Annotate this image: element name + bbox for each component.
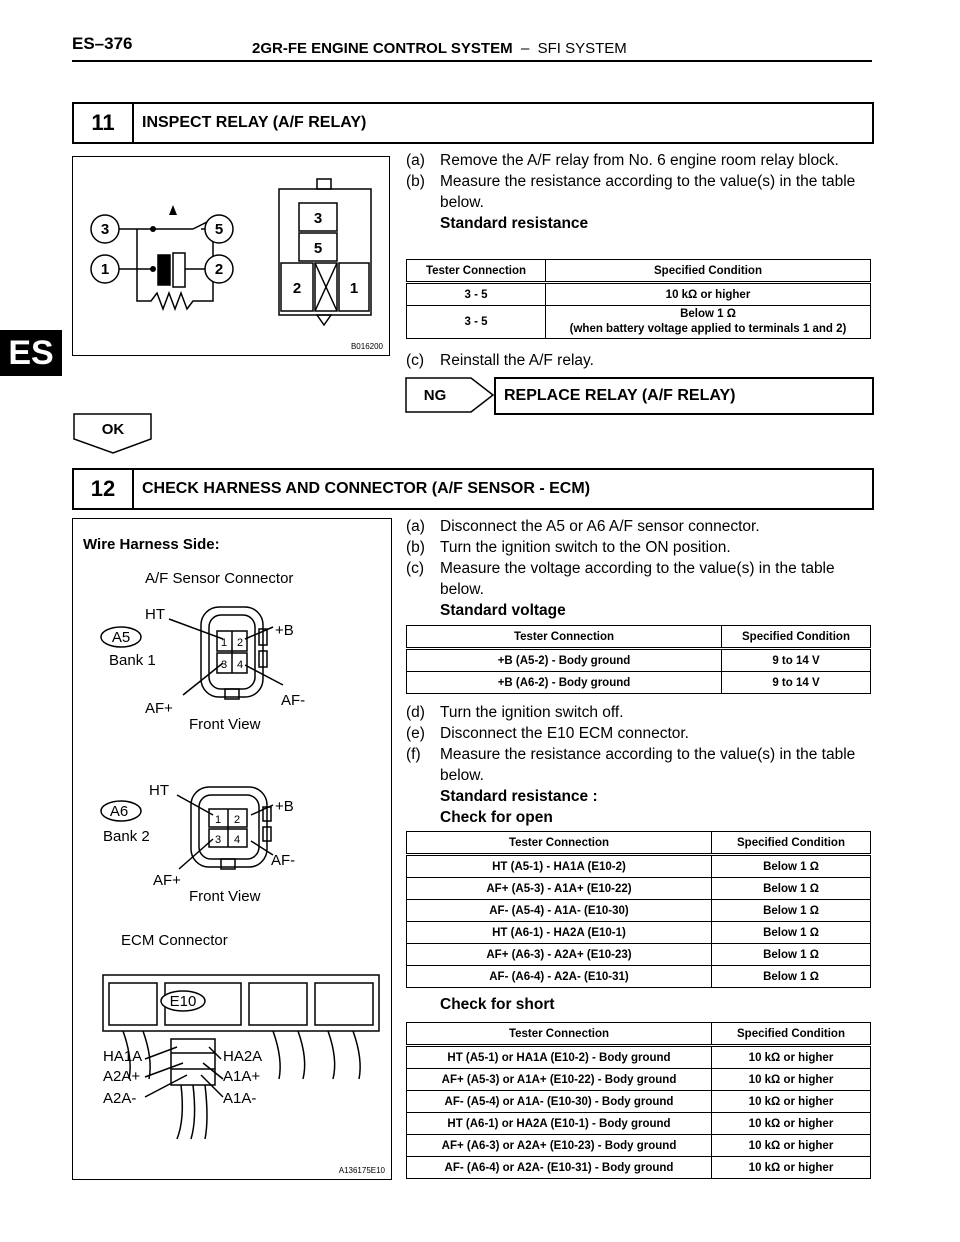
table-cell: AF- (A6-4) or A2A- (E10-31) - Body ground xyxy=(407,1157,712,1179)
header-tester-connection: Tester Connection xyxy=(407,260,546,283)
open-check-table xyxy=(406,831,871,988)
header-rule xyxy=(72,60,872,62)
harness-diagram xyxy=(73,519,391,1179)
table-cell: 10 kΩ or higher xyxy=(712,1113,871,1135)
table-cell: +B (A6-2) - Body ground xyxy=(407,672,722,694)
std-label-text: Standard resistance xyxy=(440,215,589,232)
table-row xyxy=(407,306,871,339)
table-cell: 9 to 14 V xyxy=(722,649,871,672)
connector-label-5: 5 xyxy=(313,240,323,257)
std-label-text: Standard resistance : xyxy=(440,788,598,805)
step-number: 11 xyxy=(74,104,134,142)
a5-pb-label: +B xyxy=(275,622,294,639)
table-cell: Below 1 Ω xyxy=(712,878,871,900)
figure-title: Wire Harness Side: xyxy=(83,536,220,553)
title-separator: – xyxy=(520,40,530,57)
instruction-c xyxy=(406,558,866,600)
std-label-text: Standard voltage xyxy=(440,602,566,619)
pin-label: 3 xyxy=(214,834,222,846)
table-cell: AF- (A5-4) or A1A- (E10-30) - Body ground xyxy=(407,1091,712,1113)
table-cell: 10 kΩ or higher xyxy=(712,1069,871,1091)
item-label: (b) xyxy=(406,539,425,556)
table-cell: 10 kΩ or higher xyxy=(712,1135,871,1157)
table-header-row xyxy=(407,260,871,283)
terminal-5-label: 5 xyxy=(214,221,224,238)
ecm-name: E10 xyxy=(169,993,197,1010)
table-cell: 3 - 5 xyxy=(407,283,546,306)
table-row xyxy=(407,1091,871,1113)
a6-view-label: Front View xyxy=(189,888,261,905)
section-tab: ES xyxy=(0,330,62,376)
item-label: (c) xyxy=(406,560,425,577)
header-tester-connection: Tester Connection xyxy=(407,832,712,855)
connector-label-1: 1 xyxy=(349,280,359,297)
table-cell: Below 1 Ω xyxy=(712,855,871,878)
table-row xyxy=(407,944,871,966)
item-label: (a) xyxy=(406,518,425,535)
a5-name: A5 xyxy=(111,629,131,646)
page-number: ES–376 xyxy=(72,34,133,53)
table-cell: HT (A5-1) or HA1A (E10-2) - Body ground xyxy=(407,1046,712,1069)
table-cell: 10 kΩ or higher xyxy=(546,283,871,306)
pin-label: 1 xyxy=(214,814,222,826)
item-text: Reinstall the A/F relay. xyxy=(440,352,594,369)
a5-afp-label: AF+ xyxy=(145,700,173,717)
a6-connector xyxy=(101,782,295,905)
sensor-connector-label: A/F Sensor Connector xyxy=(145,570,294,587)
table-cell: 10 kΩ or higher xyxy=(712,1091,871,1113)
table-row xyxy=(407,922,871,944)
table-cell: AF- (A6-4) - A2A- (E10-31) xyxy=(407,966,712,988)
pin-label: 1 xyxy=(220,637,228,649)
relay-diagram xyxy=(73,157,389,355)
table-cell: Below 1 Ω xyxy=(712,922,871,944)
standard-resistance-label xyxy=(406,786,866,807)
table-row xyxy=(407,1069,871,1091)
a6-name: A6 xyxy=(109,803,129,820)
ng-label: NG xyxy=(423,387,447,404)
instruction-d xyxy=(406,702,866,723)
relay-figure xyxy=(72,156,390,356)
pin-label: 2 xyxy=(236,637,244,649)
table-cell: Below 1 Ω xyxy=(712,966,871,988)
terminal-3-label: 3 xyxy=(100,221,110,238)
ng-result-box: REPLACE RELAY (A/F RELAY) xyxy=(494,377,874,415)
a5-afm-label: AF- xyxy=(281,692,306,709)
instruction-a xyxy=(406,150,866,171)
connector-label-2: 2 xyxy=(292,280,302,297)
instruction-a xyxy=(406,516,866,537)
instruction-b xyxy=(406,537,866,558)
step-11-header xyxy=(72,102,874,144)
a6-afm-label: AF- xyxy=(271,852,296,869)
pin-label: 3 xyxy=(220,659,228,671)
a5-view-label: Front View xyxy=(189,716,261,733)
a6-pb-label: +B xyxy=(275,798,294,815)
header-specified-condition: Specified Condition xyxy=(712,832,871,855)
cell-line: Below 1 Ω xyxy=(680,308,736,320)
a6-bank: Bank 2 xyxy=(103,828,150,845)
header-tester-connection: Tester Connection xyxy=(407,1023,712,1046)
table-cell: Below 1 Ω xyxy=(712,900,871,922)
item-text: Measure the resistance according to the value(s) in the table below. xyxy=(440,173,856,211)
ecm-connector-label: ECM Connector xyxy=(121,932,228,949)
table-row xyxy=(407,283,871,306)
a6-afp-label: AF+ xyxy=(153,872,181,889)
header-specified-condition: Specified Condition xyxy=(712,1023,871,1046)
table-cell: AF+ (A5-3) - A1A+ (E10-22) xyxy=(407,878,712,900)
a5-bank: Bank 1 xyxy=(109,652,156,669)
table-cell: HT (A5-1) - HA1A (E10-2) xyxy=(407,855,712,878)
table-header-row xyxy=(407,626,871,649)
table-row xyxy=(407,1113,871,1135)
step-12-instructions-2 xyxy=(406,702,866,828)
table-row xyxy=(407,672,871,694)
step-11-instructions xyxy=(406,150,866,234)
pin-label: 2 xyxy=(233,814,241,826)
table-row xyxy=(407,855,871,878)
relay-connector xyxy=(279,179,371,325)
table-cell: 10 kΩ or higher xyxy=(712,1157,871,1179)
connector-label-3: 3 xyxy=(313,210,323,227)
step-title: INSPECT RELAY (A/F RELAY) xyxy=(142,114,367,131)
item-text: Measure the resistance according to the value(s) in the table below. xyxy=(440,746,856,784)
subsystem-name: SFI SYSTEM xyxy=(537,40,627,57)
pin-ha1a-label: HA1A xyxy=(103,1048,143,1065)
system-name: 2GR-FE ENGINE CONTROL SYSTEM xyxy=(252,40,513,57)
table-cell xyxy=(546,306,871,339)
item-text: Turn the ignition switch to the ON position. xyxy=(440,539,731,556)
table-header-row xyxy=(407,1023,871,1046)
table-cell: AF+ (A6-3) or A2A+ (E10-23) - Body ground xyxy=(407,1135,712,1157)
ok-label: OK xyxy=(101,421,125,438)
table-cell: 10 kΩ or higher xyxy=(712,1046,871,1069)
item-label: (f) xyxy=(406,746,421,763)
table-cell: AF+ (A5-3) or A1A+ (E10-22) - Body ground xyxy=(407,1069,712,1091)
check-short-label xyxy=(406,994,555,1015)
instruction-f xyxy=(406,744,866,786)
table-cell: Below 1 Ω xyxy=(712,944,871,966)
table-cell: +B (A5-2) - Body ground xyxy=(407,649,722,672)
check-short-text: Check for short xyxy=(440,996,555,1013)
harness-figure xyxy=(72,518,392,1180)
terminal-2-label: 2 xyxy=(214,261,224,278)
item-label: (d) xyxy=(406,704,425,721)
table-cell: HT (A6-1) - HA2A (E10-1) xyxy=(407,922,712,944)
table-header-row xyxy=(407,832,871,855)
check-open-text: Check for open xyxy=(440,809,553,826)
item-text: Measure the voltage according to the value(s) in the table below. xyxy=(440,560,835,598)
header-specified-condition: Specified Condition xyxy=(546,260,871,283)
ok-arrow xyxy=(73,413,153,455)
pin-label: 4 xyxy=(233,834,241,846)
instruction-c xyxy=(406,350,594,371)
standard-resistance-label xyxy=(406,213,866,234)
a5-connector xyxy=(101,606,305,733)
table-row xyxy=(407,1046,871,1069)
table-cell: AF- (A5-4) - A1A- (E10-30) xyxy=(407,900,712,922)
item-text: Remove the A/F relay from No. 6 engine room relay block. xyxy=(440,152,839,169)
a6-ht-label: HT xyxy=(149,782,169,799)
pin-a2am-label: A2A- xyxy=(103,1090,137,1107)
figure-id: A136175E10 xyxy=(338,1166,385,1175)
pin-label: 4 xyxy=(236,659,244,671)
item-text: Turn the ignition switch off. xyxy=(440,704,624,721)
relay-resistance-table xyxy=(406,259,871,339)
table-cell: HT (A6-1) or HA2A (E10-1) - Body ground xyxy=(407,1113,712,1135)
table-row xyxy=(407,649,871,672)
cell-line: (when battery voltage applied to terminals 1 and 2) xyxy=(569,323,847,335)
table-row xyxy=(407,900,871,922)
table-row xyxy=(407,878,871,900)
table-row xyxy=(407,966,871,988)
item-label: (e) xyxy=(406,725,425,742)
header-tester-connection: Tester Connection xyxy=(407,626,722,649)
check-open-label xyxy=(406,807,866,828)
table-cell: AF+ (A6-3) - A2A+ (E10-23) xyxy=(407,944,712,966)
pin-a1ap-label: A1A+ xyxy=(223,1068,261,1085)
a5-ht-label: HT xyxy=(145,606,165,623)
table-cell: 3 - 5 xyxy=(407,306,546,339)
pin-a2ap-label: A2A+ xyxy=(103,1068,141,1085)
table-row xyxy=(407,1135,871,1157)
step-12-header xyxy=(72,468,874,510)
terminal-1-label: 1 xyxy=(100,261,110,278)
standard-voltage-label xyxy=(406,600,866,621)
item-text: Disconnect the E10 ECM connector. xyxy=(440,725,689,742)
table-row xyxy=(407,1157,871,1179)
ng-arrow xyxy=(405,377,495,413)
item-label: (b) xyxy=(406,173,425,190)
item-label: (a) xyxy=(406,152,425,169)
voltage-table xyxy=(406,625,871,694)
figure-id: B016200 xyxy=(350,342,383,351)
instruction-e xyxy=(406,723,866,744)
item-label: (c) xyxy=(406,352,425,369)
instruction-b xyxy=(406,171,866,213)
pin-a1am-label: A1A- xyxy=(223,1090,257,1107)
step-number: 12 xyxy=(74,470,134,508)
page-title xyxy=(252,40,627,57)
item-text: Disconnect the A5 or A6 A/F sensor connector. xyxy=(440,518,760,535)
short-check-table xyxy=(406,1022,871,1179)
table-cell: 9 to 14 V xyxy=(722,672,871,694)
step-12-instructions-1 xyxy=(406,516,866,621)
pin-ha2a-label: HA2A xyxy=(223,1048,263,1065)
header-specified-condition: Specified Condition xyxy=(722,626,871,649)
step-title: CHECK HARNESS AND CONNECTOR (A/F SENSOR - ECM) xyxy=(142,480,591,497)
